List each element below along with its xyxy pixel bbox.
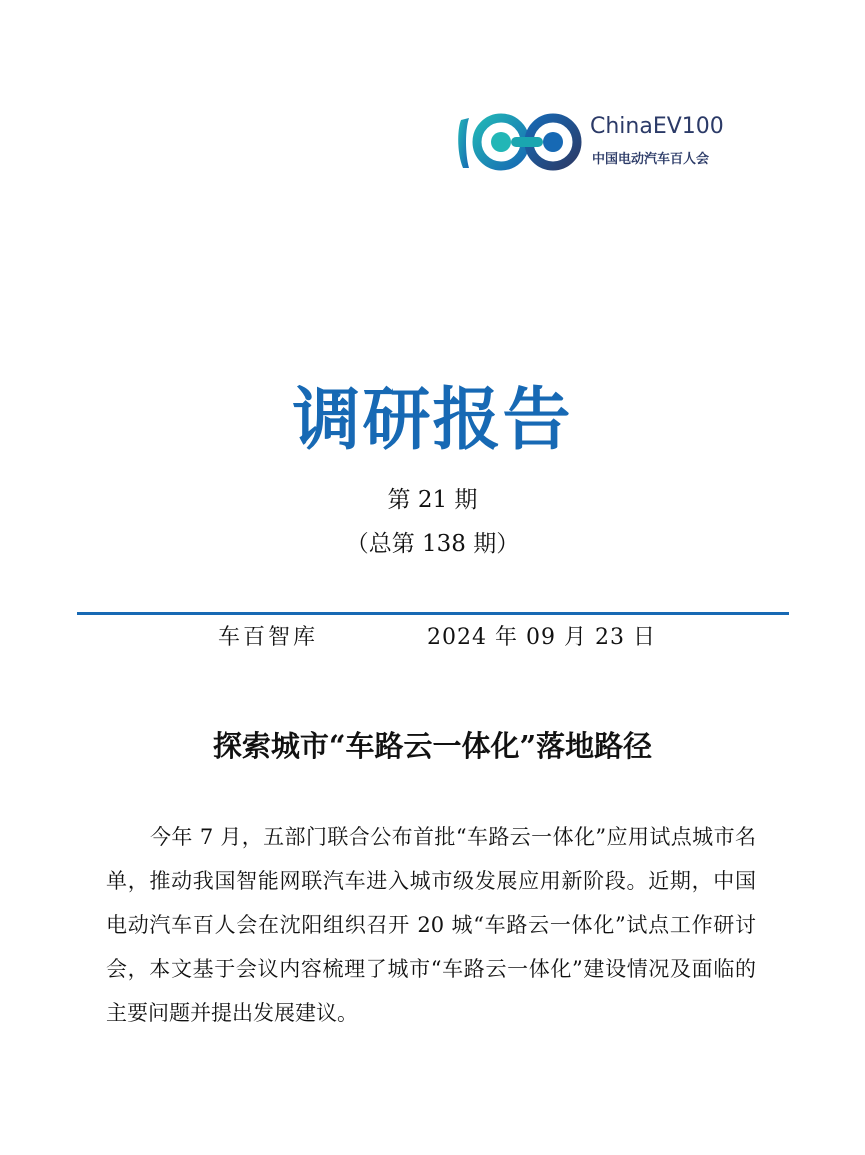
ev100-logo-icon: [455, 106, 585, 178]
report-title: 调研报告: [292, 381, 573, 460]
chinaev100-logo: [455, 106, 735, 178]
article-title: 探索城市“车路云一体化”落地路径: [212, 729, 653, 763]
publish-date: 2024 年 09 月 23 日: [427, 625, 656, 650]
logo-wordmark: ChinaEV100: [590, 114, 724, 139]
logo-subtitle: 中国电动汽车百人会: [592, 152, 710, 167]
publisher-name: 车百智库: [218, 625, 319, 650]
article-paragraph: 今年 7 月，五部门联合公布首批“车路云一体化”应用试点城市名单，推动我国智能网联汽车进入城市级发展应用新阶段。近期，中国电动汽车百人会在沈阳组织召开 20 城“车路云一体化”试点工作研讨会，本文基于会议内容梳理了城市“车路云一体化”建设情况及面临的主要问题并提出发展建议。: [106, 825, 756, 1025]
issue-number: 第 21 期: [387, 487, 478, 513]
header-divider: [77, 612, 789, 615]
issue-total-number: （总第 138 期）: [345, 531, 520, 557]
